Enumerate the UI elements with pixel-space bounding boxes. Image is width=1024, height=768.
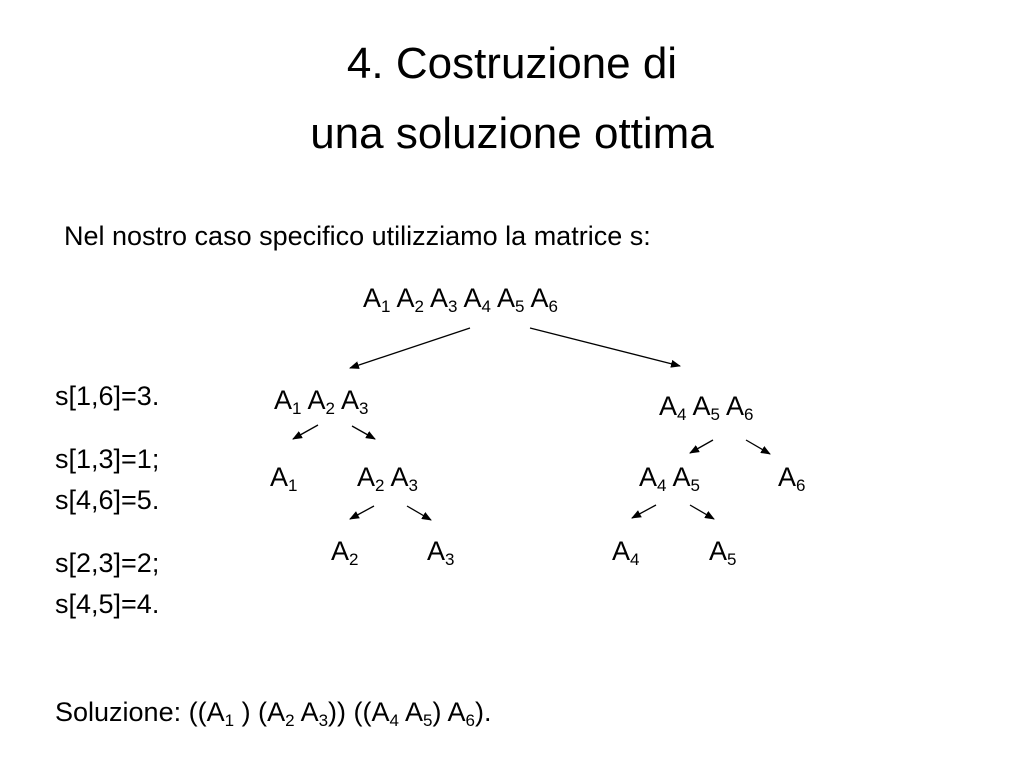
matrix-symbol: A: [270, 462, 289, 492]
solution-matrix-symbol: A: [405, 697, 424, 727]
solution-matrix-symbol: A: [447, 697, 466, 727]
solution-index: 1: [224, 711, 235, 730]
arrow-root-to-left: [350, 328, 470, 368]
s-value-1-6: s[1,6]=3.: [55, 381, 160, 411]
tree-node-root: [363, 282, 558, 314]
tree-leaf-a5: [709, 535, 736, 567]
matrix-symbol: A: [726, 391, 745, 421]
arrow-a4a5-to-a4: [632, 505, 656, 518]
matrix-index: 2: [414, 297, 424, 316]
solution-expression: [188, 697, 492, 730]
solution-matrix-symbol: A: [206, 697, 225, 727]
matrix-index: 6: [796, 476, 806, 495]
arrow-root-to-right: [530, 328, 680, 366]
matrix-symbol: A: [307, 385, 326, 415]
tree-leaf-a4: [612, 535, 639, 567]
s-value-2-3: s[2,3]=2;: [55, 548, 160, 578]
tree-node-a1: [270, 461, 297, 493]
intro-text: Nel nostro caso specifico utilizziamo la matrice s:: [64, 221, 651, 251]
matrix-index: 4: [481, 297, 491, 316]
tree-node-right: [659, 390, 753, 422]
matrix-index: 6: [548, 297, 558, 316]
matrix-symbol: A: [672, 462, 691, 492]
solution-index: 6: [465, 711, 475, 730]
solution-punctuation: ): [432, 697, 448, 727]
arrow-a2a3-to-a3: [407, 506, 431, 520]
matrix-symbol: A: [530, 283, 549, 313]
matrix-symbol: A: [396, 283, 415, 313]
matrix-index: 6: [744, 405, 754, 424]
matrix-symbol: A: [331, 536, 350, 566]
matrix-index: 1: [381, 297, 391, 316]
s-value-4-5: s[4,5]=4.: [55, 589, 160, 619]
matrix-index: 2: [375, 476, 385, 495]
matrix-index: 4: [657, 476, 667, 495]
solution-index: 5: [423, 711, 433, 730]
matrix-index: 3: [359, 399, 369, 418]
matrix-symbol: A: [363, 283, 382, 313]
solution-matrix-symbol: A: [371, 697, 390, 727]
matrix-symbol: A: [659, 391, 678, 421]
solution-punctuation: )) ((: [328, 697, 372, 727]
matrix-index: 4: [630, 550, 640, 569]
matrix-index: 5: [690, 476, 700, 495]
matrix-symbol: A: [390, 462, 409, 492]
solution-punctuation: ).: [475, 697, 492, 727]
matrix-index: 5: [710, 405, 720, 424]
solution-punctuation: ((: [188, 697, 207, 727]
matrix-symbol: A: [427, 536, 446, 566]
matrix-symbol: A: [497, 283, 516, 313]
arrow-a4a5-to-a5: [690, 505, 714, 519]
arrow-left-to-a1: [293, 425, 318, 439]
matrix-index: 4: [677, 405, 687, 424]
arrow-left-to-a2a3: [352, 426, 375, 439]
matrix-symbol: A: [612, 536, 631, 566]
solution-matrix-symbol: A: [300, 697, 319, 727]
matrix-index: 2: [325, 399, 335, 418]
matrix-symbol: A: [430, 283, 449, 313]
matrix-symbol: A: [357, 462, 376, 492]
s-value-1-3: s[1,3]=1;: [55, 444, 160, 474]
arrow-right-to-a4a5: [690, 440, 713, 453]
matrix-index: 2: [349, 550, 359, 569]
tree-leaf-a2: [331, 535, 358, 567]
matrix-symbol: A: [639, 462, 658, 492]
solution-index: 3: [318, 711, 329, 730]
arrow-a2a3-to-a2: [350, 506, 374, 519]
arrow-right-to-a6: [746, 440, 770, 454]
matrix-symbol: A: [274, 385, 293, 415]
matrix-index: 3: [448, 297, 458, 316]
matrix-index: 5: [727, 550, 737, 569]
matrix-symbol: A: [692, 391, 711, 421]
solution-punctuation: ) (: [234, 697, 268, 727]
slide-title-line-2: una soluzione ottima: [310, 109, 714, 158]
matrix-symbol: A: [463, 283, 482, 313]
solution-matrix-symbol: A: [267, 697, 286, 727]
slide-title-line-1: 4. Costruzione di: [346, 39, 678, 88]
s-value-4-6: s[4,6]=5.: [55, 485, 160, 515]
matrix-index: 5: [515, 297, 525, 316]
tree-node-a2-a3: [357, 461, 418, 493]
matrix-index: 1: [288, 476, 298, 495]
matrix-index: 3: [408, 476, 418, 495]
matrix-index: 3: [445, 550, 455, 569]
tree-leaf-a3: [427, 535, 454, 567]
solution-index: 4: [389, 711, 399, 730]
matrix-symbol: A: [709, 536, 728, 566]
tree-node-a6: [778, 461, 805, 493]
solution-line: [55, 696, 492, 728]
solution-label: Soluzione:: [55, 697, 189, 727]
tree-node-left: [274, 384, 368, 416]
matrix-symbol: A: [778, 462, 797, 492]
matrix-symbol: A: [341, 385, 360, 415]
matrix-index: 1: [292, 399, 302, 418]
tree-node-a4-a5: [639, 461, 700, 493]
solution-index: 2: [285, 711, 295, 730]
